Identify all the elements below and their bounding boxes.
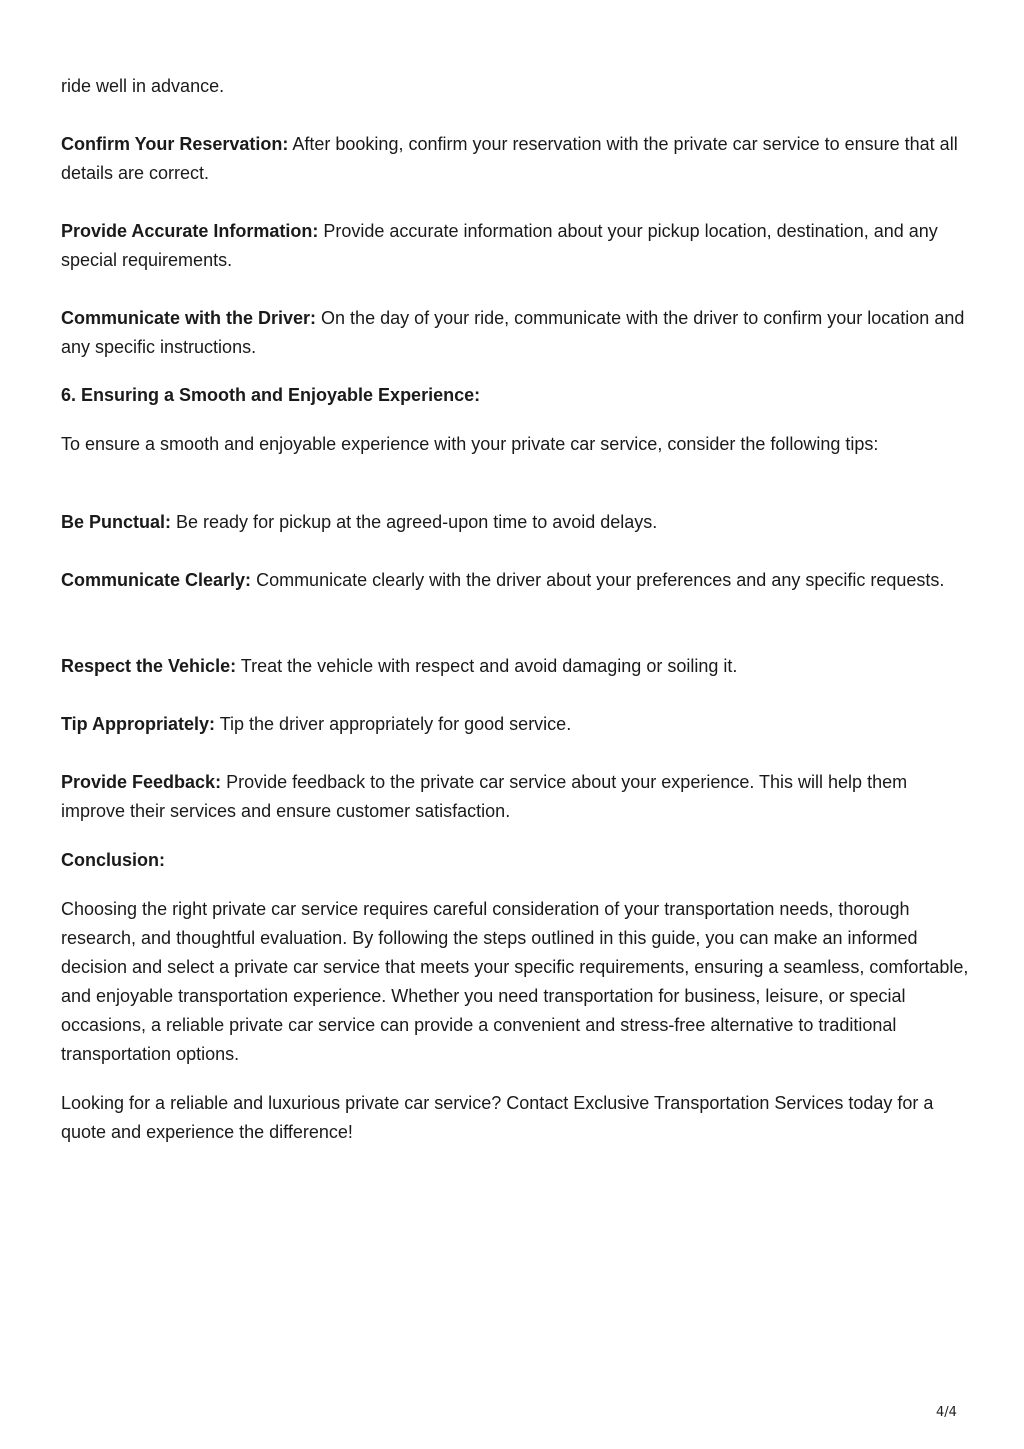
intro-fragment: ride well in advance. [61, 76, 225, 96]
section-intro: To ensure a smooth and enjoyable experience with your private car service, consider the following tips: [61, 434, 879, 454]
booking-step-communicate-driver [61, 304, 971, 362]
step-text: After booking, confirm your reservation with the private car service to ensure that all details are correct. [61, 134, 958, 183]
section-heading: 6. Ensuring a Smooth and Enjoyable Experience: [61, 385, 481, 405]
tip-label: Respect the Vehicle: [61, 656, 237, 676]
tip-text: Treat the vehicle with respect and avoid damaging or soiling it. [236, 656, 738, 676]
step-text: Provide accurate information about your pickup location, destination, and any special requirements. [61, 221, 938, 270]
tip-provide-feedback [61, 768, 971, 826]
booking-step-confirm-reservation [61, 130, 971, 188]
tip-text: Be ready for pickup at the agreed-upon time to avoid delays. [171, 512, 658, 532]
conclusion-paragraph: Choosing the right private car service requires careful consideration of your transportation needs, thorough research, and thoughtful evaluation. By following the steps outlined in this guide, you can make an informed decision and select a private car service that meets your specific requirements, ensuring a seamless, comfortable, and enjoyable transportation experience. Whether you need transportation for business, leisure, or special occasions, a reliable private car service can provide a convenient and stress-free alternative to traditional transportation options. [61, 899, 969, 1064]
tip-label: Provide Feedback: [61, 772, 222, 792]
tip-text: Tip the driver appropriately for good service. [215, 714, 572, 734]
step-label: Communicate with the Driver: [61, 308, 317, 328]
tip-be-punctual [61, 508, 971, 537]
tip-communicate-clearly [61, 566, 971, 595]
tip-label: Be Punctual: [61, 512, 172, 532]
step-text: On the day of your ride, communicate with the driver to confirm your location and any specific instructions. [61, 308, 965, 357]
tip-text: Communicate clearly with the driver about your preferences and any specific requests. [251, 570, 945, 590]
tip-text: Provide feedback to the private car service about your experience. This will help them improve their services and ensure customer satisfaction. [61, 772, 908, 821]
tip-label: Communicate Clearly: [61, 570, 252, 590]
page-number: 4/4 [936, 1405, 957, 1420]
step-label: Provide Accurate Information: [61, 221, 319, 241]
tip-respect-vehicle [61, 652, 971, 681]
booking-step-accurate-info [61, 217, 971, 275]
call-to-action: Looking for a reliable and luxurious private car service? Contact Exclusive Transportation Services today for a quote and experience the difference! [61, 1093, 934, 1142]
conclusion-heading: Conclusion: [61, 850, 165, 870]
step-label: Confirm Your Reservation: [61, 134, 289, 154]
tip-label: Tip Appropriately: [61, 714, 216, 734]
tip-tip-appropriately [61, 710, 971, 739]
